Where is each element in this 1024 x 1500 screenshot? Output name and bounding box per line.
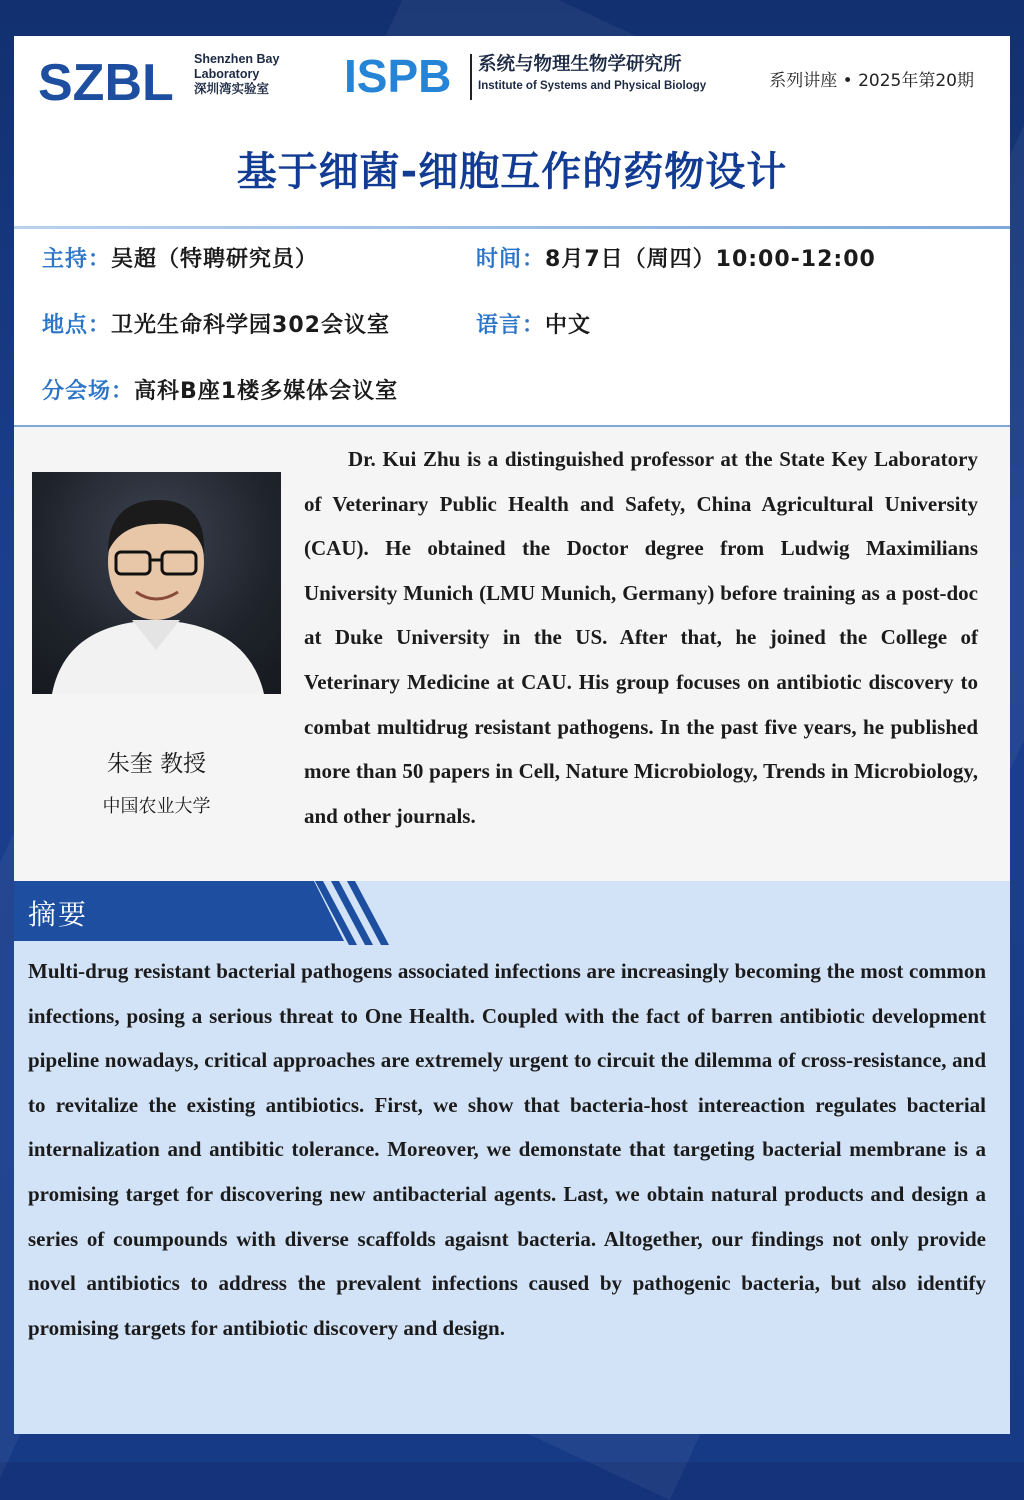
- ispb-logo-text: ISPB: [344, 52, 452, 96]
- page-title: 基于细菌-细胞互作的药物设计: [236, 149, 788, 195]
- series-label: 系列讲座 • 2025年第20期: [769, 71, 974, 91]
- speaker-section: [14, 427, 1010, 881]
- abstract-text: Multi-drug resistant bacterial pathogens associated infections are increasingly becoming the most common infections, posing a serious threat to One Health. Coupled with the fact of barren antibiotic development pipeline nowadays, critical approaches are extremely urgent to circuit the dilemma of cross-resistance, and to revitalize the existing antibiotics. First, we show that bacteria-host intereaction regulates bacterial internalization and antibitic tolerance. Moreover, we demonstate that targeting bacterial membrane is a promising target for discovering new antibacterial agents. Last, we obtain natural products and design a series of coumpounds with diverse scaffolds agaisnt bacteria. Altogether, our findings not only provide novel antibiotics to address the prevalent infections caused by pathogenic bacteria, but also identify promising targets for antibiotic discovery and design.: [28, 959, 986, 1340]
- ispb-english-name: Institute of Systems and Physical Biology: [478, 80, 707, 92]
- host-label: 主持：: [42, 247, 112, 272]
- szbl-logo-text: SZBL: [38, 54, 174, 110]
- abstract-heading: 摘要: [28, 898, 89, 931]
- branch-value: 高科B座1楼多媒体会议室: [134, 379, 399, 404]
- poster-header: [14, 36, 1010, 128]
- szbl-logo: [38, 50, 188, 110]
- place-label: 地点：: [42, 313, 112, 338]
- language-row: [476, 308, 591, 339]
- language-label: 语言：: [476, 313, 546, 338]
- branch-row: [42, 374, 398, 405]
- abstract-section: [14, 881, 1010, 1434]
- event-info: [14, 232, 1010, 426]
- poster-card: [14, 36, 1010, 1434]
- time-value: 8月7日（周四）10:00-12:00: [545, 247, 876, 272]
- speaker-bio: Dr. Kui Zhu is a distinguished professor at the State Key Laboratory of Veterinary Public Health and Safety, China Agricultural University (CAU). He obtained the Doctor degree from Ludwig Maximilians University Munich (LMU Munich, Germany) before training as a post-doc at Duke University in the US. After that, he joined the College of Veterinary Medicine at CAU. His group focuses on antibiotic discovery to combat multidrug resistant pathogens. In the past five years, he published more than 50 papers in Cell, Nature Microbiology, Trends in Microbiology, and other journals.: [304, 447, 978, 828]
- branch-label: 分会场：: [42, 379, 135, 404]
- host-value: 吴超（特聘研究员）: [111, 247, 319, 272]
- ispb-chinese-name: 系统与物理生物学研究所: [478, 54, 682, 75]
- speaker-name: 朱奎 教授: [106, 751, 207, 777]
- szbl-sub-line-2: Laboratory: [194, 67, 260, 81]
- place-row: [42, 308, 390, 339]
- host-row: [42, 242, 318, 273]
- szbl-sub-line-1: Shenzhen Bay: [194, 52, 280, 66]
- ispb-logo: [344, 52, 464, 96]
- speaker-affiliation: 中国农业大学: [102, 796, 211, 817]
- title-divider: [14, 226, 1010, 229]
- speaker-portrait-illustration: [32, 472, 281, 694]
- place-value: 卫光生命科学园302会议室: [111, 313, 390, 338]
- time-label: 时间：: [476, 247, 546, 272]
- time-row: [476, 242, 876, 273]
- szbl-sub-line-3: 深圳湾实验室: [194, 82, 270, 96]
- language-value: 中文: [545, 313, 592, 338]
- szbl-logo-subtitle: [194, 52, 279, 97]
- logo-divider: [470, 54, 472, 100]
- speaker-photo: [32, 472, 281, 694]
